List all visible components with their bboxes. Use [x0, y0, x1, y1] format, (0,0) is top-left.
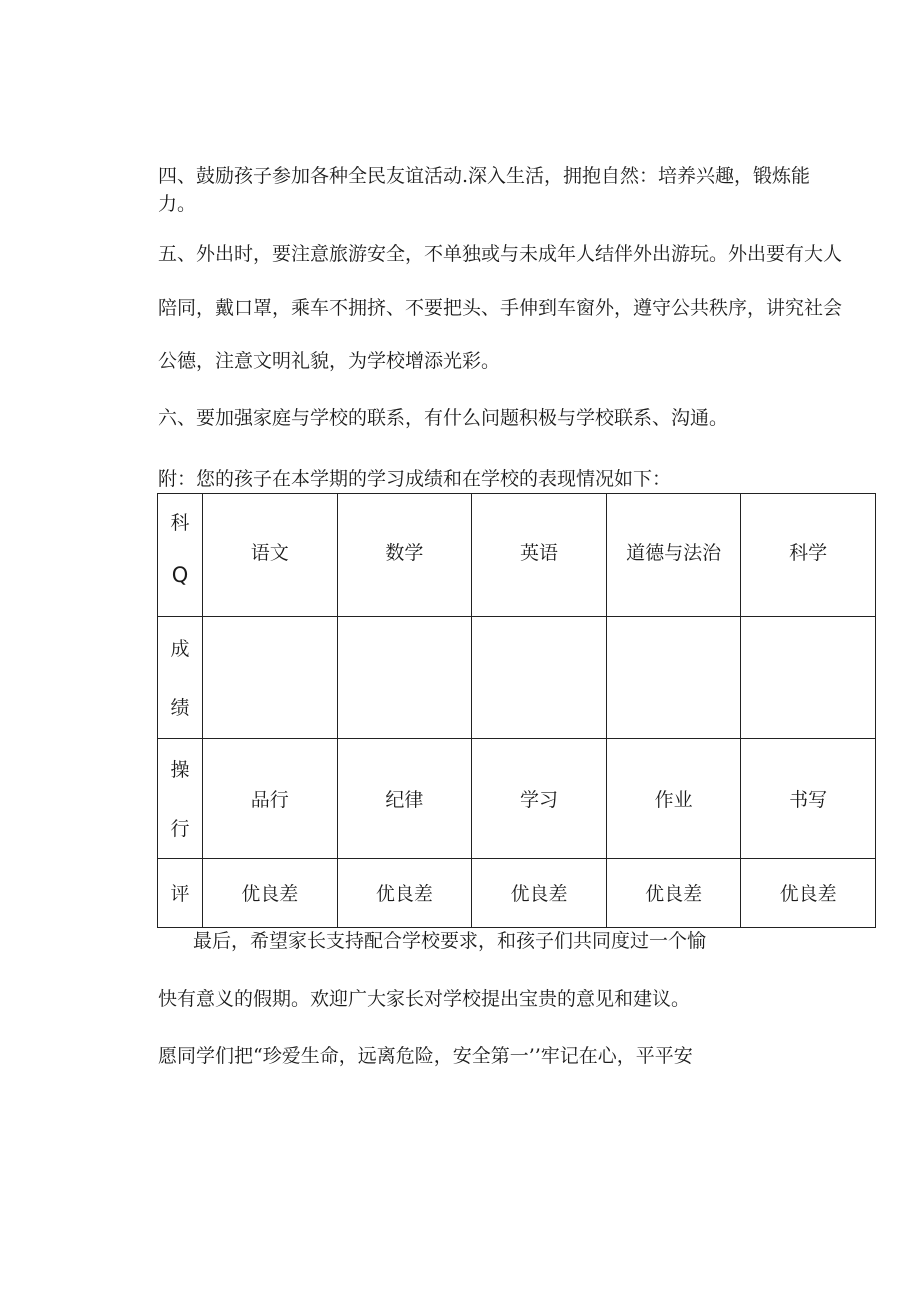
attachment-intro: 附：您的孩子在本学期的学习成绩和在学校的表现情况如下：	[158, 468, 672, 490]
paragraph-6: 六、要加强家庭与学校的联系，有什么问题积极与学校联系、沟通。	[158, 407, 729, 429]
score-cell	[472, 617, 607, 738]
paragraph-5-line-3: 公德，注意文明礼貌，为学校增添光彩。	[158, 350, 501, 372]
subject-cell: 数学	[337, 494, 472, 617]
row-label-rating: 评	[158, 858, 203, 927]
rating-cell: 优良差	[741, 858, 876, 927]
paragraph-5-line-2: 陪同，戴口罩，乘车不拥挤、不要把头、手伸到车窗外，遵守公共秩序，讲究社会	[158, 297, 843, 319]
score-cell	[203, 617, 338, 738]
closing-line-3: 愿同学们把“珍爱生命，远离危险，安全第一’’牢记在心，平平安	[158, 1045, 693, 1067]
row-label-subject-char-2: Q	[171, 563, 189, 587]
row-label-conduct	[158, 738, 203, 858]
conduct-item-cell: 书写	[741, 738, 876, 858]
score-cell	[337, 617, 472, 738]
conduct-row	[158, 738, 876, 858]
rating-row	[158, 858, 876, 927]
paragraph-4-line-1: 四、鼓励孩子参加各种全民友谊活动.深入生活，拥抱自然：培养兴趣，锻炼能	[158, 165, 811, 187]
row-label-subject	[158, 494, 203, 617]
conduct-item-cell: 纪律	[337, 738, 472, 858]
row-label-conduct-char-2: 行	[170, 818, 190, 841]
conduct-item-cell: 作业	[606, 738, 741, 858]
score-cell	[606, 617, 741, 738]
conduct-item-cell: 学习	[472, 738, 607, 858]
closing-line-2: 快有意义的假期。欢迎广大家长对学校提出宝贵的意见和建议。	[158, 988, 691, 1010]
rating-cell: 优良差	[337, 858, 472, 927]
row-label-score-char-1: 成	[170, 638, 190, 661]
rating-cell: 优良差	[203, 858, 338, 927]
row-label-score-char-2: 绩	[170, 697, 190, 720]
subject-row	[158, 494, 876, 617]
subject-cell: 道德与法治	[606, 494, 741, 617]
paragraph-4-line-2: 力。	[158, 193, 197, 215]
subject-cell: 语文	[203, 494, 338, 617]
score-row	[158, 617, 876, 738]
row-label-subject-char-1: 科	[170, 512, 190, 534]
closing-line-1: 最后，希望家长支持配合学校要求，和孩子们共同度过一个愉	[193, 930, 707, 952]
subject-cell: 英语	[472, 494, 607, 617]
paragraph-5-line-1: 五、外出时，要注意旅游安全，不单独或与未成年人结伴外出游玩。外出要有大人	[158, 243, 843, 265]
grades-table	[157, 493, 876, 928]
subject-cell: 科学	[741, 494, 876, 617]
rating-cell: 优良差	[606, 858, 741, 927]
score-cell	[741, 617, 876, 738]
rating-cell: 优良差	[472, 858, 607, 927]
conduct-item-cell: 品行	[203, 738, 338, 858]
row-label-score	[158, 617, 203, 738]
row-label-conduct-char-1: 操	[170, 759, 190, 782]
